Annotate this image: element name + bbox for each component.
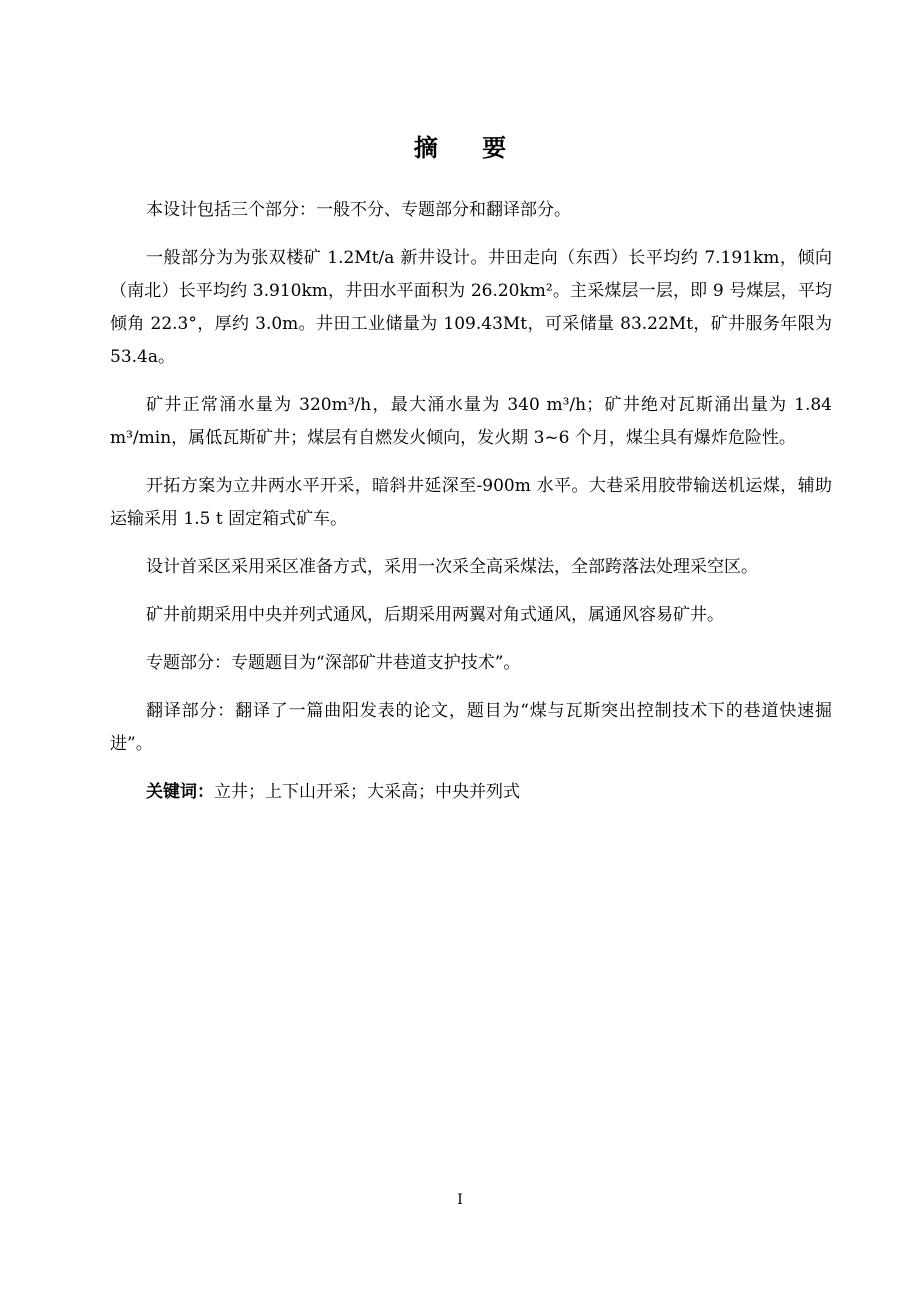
abstract-body (110, 194, 832, 809)
abstract-title: 摘 要 (413, 134, 525, 162)
keywords-line (110, 776, 832, 809)
paragraph-translation: 翻译部分：翻译了一篇曲阳发表的论文，题目为“煤与瓦斯突出控制技术下的巷道快速掘进”。 (110, 701, 832, 754)
keywords-label: 关键词： (146, 782, 214, 802)
paragraph-development-plan: 开拓方案为立井两水平开采，暗斜井延深至-900m 水平。大巷采用胶带输送机运煤，辅助运输采用 1.5 t 固定箱式矿车。 (110, 476, 832, 529)
paragraph-overview: 本设计包括三个部分：一般不分、专题部分和翻译部分。 (146, 200, 571, 220)
paragraph-general-part: 一般部分为为张双楼矿 1.2Mt/a 新井设计。井田走向（东西）长平均约 7.191km，倾向（南北）长平均约 3.910km，井田水平面积为 26.20km²。主采煤层一层，即 9 号煤层，平均倾角 22.3°，厚约 3.0m。井田工业储量为 109.43Mt，可采储量 83.22Mt，矿井服务年限为 53.4a。 (110, 248, 832, 367)
paragraph-water-gas: 矿井正常涌水量为 320m³/h，最大涌水量为 340 m³/h；矿井绝对瓦斯涌出量为 1.84 m³/min，属低瓦斯矿井；煤层有自燃发火倾向，发火期 3~6 个月，煤尘具有爆炸危险性。 (110, 395, 832, 448)
paragraph-special-topic: 专题部分：专题题目为“深部矿井巷道支护技术”。 (146, 653, 521, 673)
keywords-text: 立井；上下山开采；大采高；中央并列式 (214, 782, 520, 802)
paragraph-mining-method: 设计首采区采用采区准备方式，采用一次采全高采煤法，全部跨落法处理采空区。 (146, 557, 758, 577)
paragraph-ventilation: 矿井前期采用中央并列式通风，后期采用两翼对角式通风，属通风容易矿井。 (146, 605, 724, 625)
page-number: I (457, 1192, 463, 1208)
